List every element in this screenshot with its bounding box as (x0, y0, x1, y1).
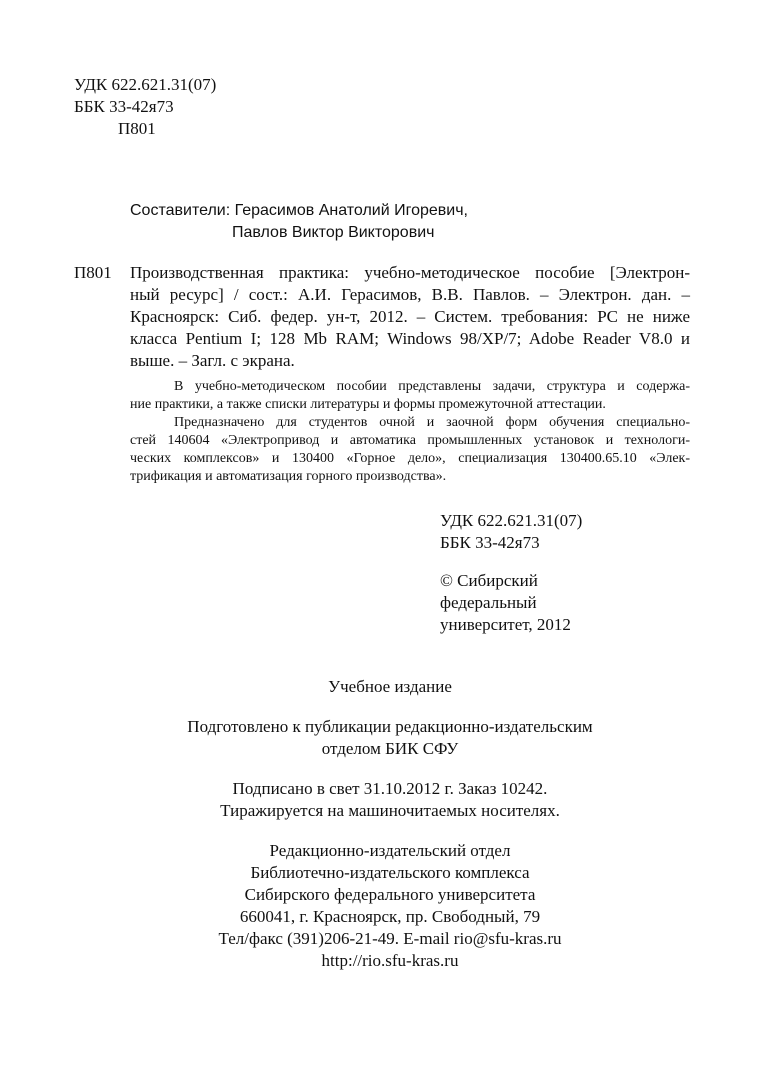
copyright-line: федеральный (440, 593, 537, 612)
annotation-line: стей 140604 «Электропривод и автоматика промышленных установок и технологи- (130, 433, 690, 448)
publisher-contact: Тел/факс (391)206-21-49. E-mail rio@sfu-kras.ru (218, 929, 562, 948)
publisher-website: http://rio.sfu-kras.ru (321, 951, 459, 970)
compilers-line-1: Составители: Герасимов Анатолий Игоревич, (130, 202, 468, 219)
udk-code: УДК 622.621.31(07) (74, 75, 217, 94)
bbk-code: ББК 33-42я73 (74, 97, 174, 116)
copyright-line: © Сибирский (440, 571, 538, 590)
annotation-line: ческих комплексов» и 130400 «Горное дело», специализация 130400.65.10 «Элек- (130, 451, 690, 466)
bib-line: Производственная практика: учебно-методическое пособие [Электрон- (130, 263, 690, 282)
copyright-line: университет, 2012 (440, 615, 571, 634)
publisher-line: Библиотечно-издательского комплекса (250, 863, 530, 882)
signed-line: Тиражируется на машиночитаемых носителях. (220, 801, 560, 820)
prepared-line: отделом БИК СФУ (321, 739, 459, 758)
annotation-line: Предназначено для студентов очной и заочной форм обучения специально- (174, 415, 690, 430)
annotation-line: трификация и автоматизация горного производства». (130, 469, 447, 484)
publisher-line: Сибирского федерального университета (244, 885, 536, 904)
bib-line: выше. – Загл. с экрана. (130, 351, 295, 370)
edition-type: Учебное издание (328, 677, 452, 696)
compilers-line-2: Павлов Виктор Викторович (232, 224, 435, 241)
bib-line: Красноярск: Сиб. федер. ун-т, 2012. – Систем. требования: PC не ниже (130, 307, 690, 326)
bib-line: класса Pentium I; 128 Mb RAM; Windows 98/XP/7; Adobe Reader V8.0 и (130, 329, 690, 348)
publisher-address: 660041, г. Красноярск, пр. Свободный, 79 (239, 907, 541, 926)
prepared-line: Подготовлено к публикации редакционно-издательским (187, 717, 593, 736)
bbk-code-repeat: ББК 33-42я73 (440, 533, 540, 552)
annotation-line: В учебно-методическом пособии представлены задачи, структура и содержа- (174, 379, 690, 394)
author-mark: П801 (118, 119, 156, 138)
bib-code: П801 (74, 263, 112, 282)
annotation-line: ние практики, а также списки литературы и формы промежуточной аттестации. (130, 397, 606, 412)
bib-line: ный ресурс] / сост.: А.И. Герасимов, В.В. Павлов. – Электрон. дан. – (130, 285, 690, 304)
signed-line: Подписано в свет 31.10.2012 г. Заказ 10242. (232, 779, 548, 798)
udk-code-repeat: УДК 622.621.31(07) (440, 511, 583, 530)
publisher-line: Редакционно-издательский отдел (269, 841, 511, 860)
